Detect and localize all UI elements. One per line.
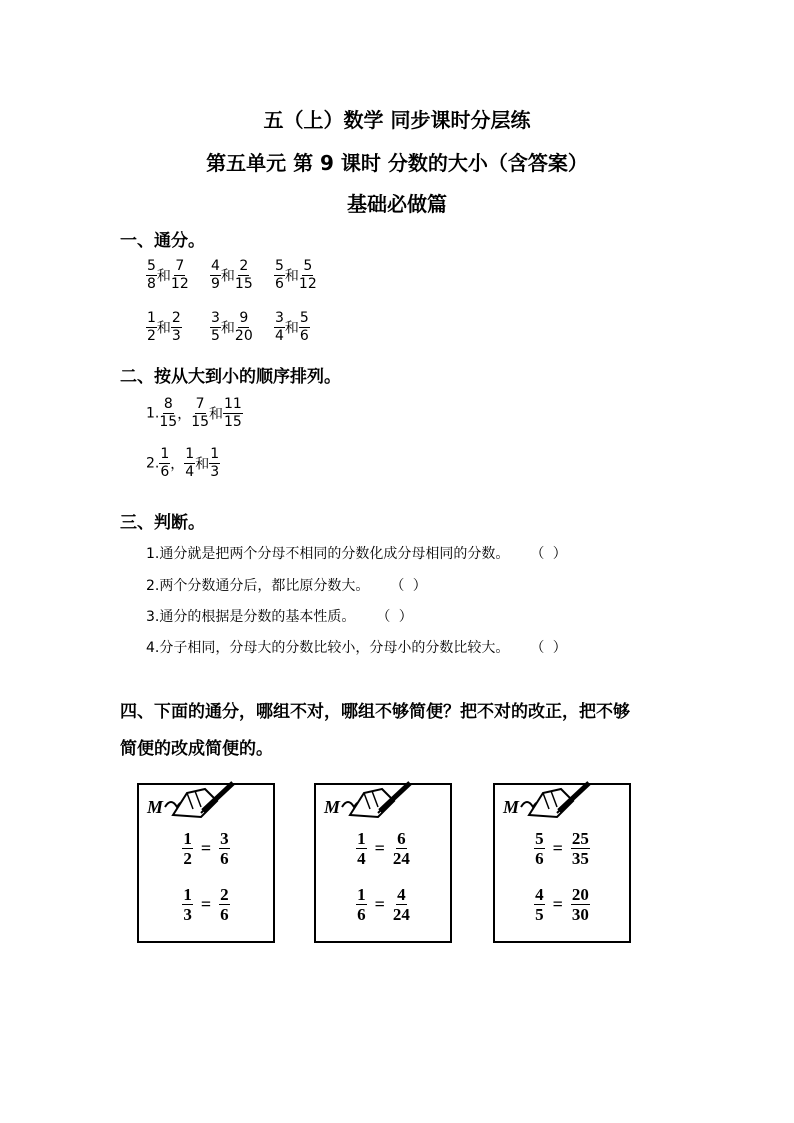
card-equation: $\frac{1}{4}$ = $\frac{6}{24}$ xyxy=(357,829,410,868)
card-equation: $\frac{1}{3}$ = $\frac{2}{6}$ xyxy=(183,885,229,924)
tongfen-pair: $\frac{3}{4}$ 和 $\frac{5}{6}$ xyxy=(275,310,309,344)
judge-item-1: 1.通分就是把两个分母不相同的分数化成分母相同的分数。 （ ） xyxy=(146,546,569,562)
judge-item-2: 2.两个分数通分后，都比原分数大。 （ ） xyxy=(146,578,429,594)
svg-text:M: M xyxy=(147,797,164,817)
answer-blank[interactable]: （ ） xyxy=(537,546,569,562)
notebook-pen-icon xyxy=(499,779,597,831)
answer-blank[interactable]: （ ） xyxy=(383,609,415,625)
section-4-heading: 四、下面的通分，哪组不对，哪组不够简便？把不对的改正，把不够 xyxy=(120,702,630,722)
order-item-1: 1. $\frac{8}{15}$ ， $\frac{7}{15}$ 和 $\frac{11}{15}$ xyxy=(146,396,242,430)
fraction-card-1 xyxy=(137,783,275,943)
tongfen-pair: $\frac{4}{9}$ 和 $\frac{2}{15}$ xyxy=(211,258,253,292)
card-equation: $\frac{4}{5}$ = $\frac{20}{30}$ xyxy=(535,885,589,924)
page-subtitle: 第五单元 第 9 课时 分数的大小（含答案） xyxy=(206,151,588,175)
card-equation: $\frac{5}{6}$ = $\frac{25}{35}$ xyxy=(535,829,589,868)
svg-text:M: M xyxy=(324,797,341,817)
tongfen-pair: $\frac{1}{2}$ 和 $\frac{2}{3}$ xyxy=(147,310,181,344)
notebook-pen-icon xyxy=(320,779,418,831)
card-equation: $\frac{1}{2}$ = $\frac{3}{6}$ xyxy=(183,829,229,868)
card-equation: $\frac{1}{6}$ = $\frac{4}{24}$ xyxy=(357,885,410,924)
fraction-card-3 xyxy=(493,783,631,943)
tongfen-pair: $\frac{5}{6}$ 和 $\frac{5}{12}$ xyxy=(275,258,317,292)
judge-item-3: 3.通分的根据是分数的基本性质。 （ ） xyxy=(146,609,415,625)
tongfen-grid xyxy=(146,258,546,358)
svg-text:M: M xyxy=(503,797,520,817)
answer-blank[interactable]: （ ） xyxy=(397,578,429,594)
section-2-heading: 二、按从大到小的顺序排列。 xyxy=(120,367,341,387)
page-title: 五（上）数学 同步课时分层练 xyxy=(263,108,531,132)
section-3-heading: 三、判断。 xyxy=(120,513,205,533)
section-1-heading: 一、通分。 xyxy=(120,231,205,251)
section-4-heading-cont: 简便的改成简便的。 xyxy=(120,739,273,759)
answer-blank[interactable]: （ ） xyxy=(537,640,569,656)
notebook-pen-icon xyxy=(143,779,241,831)
fraction-card-2 xyxy=(314,783,452,943)
tongfen-pair: $\frac{3}{5}$ 和 $\frac{9}{20}$ xyxy=(211,310,253,344)
order-item-2: 2. $\frac{1}{6}$ ， $\frac{1}{4}$ 和 $\frac{1}{3}$ xyxy=(146,446,220,480)
judge-item-4: 4.分子相同，分母大的分数比较小，分母小的分数比较大。 （ ） xyxy=(146,640,569,656)
tongfen-pair: $\frac{5}{8}$ 和 $\frac{7}{12}$ xyxy=(147,258,189,292)
section-heading-basic: 基础必做篇 xyxy=(347,192,447,216)
